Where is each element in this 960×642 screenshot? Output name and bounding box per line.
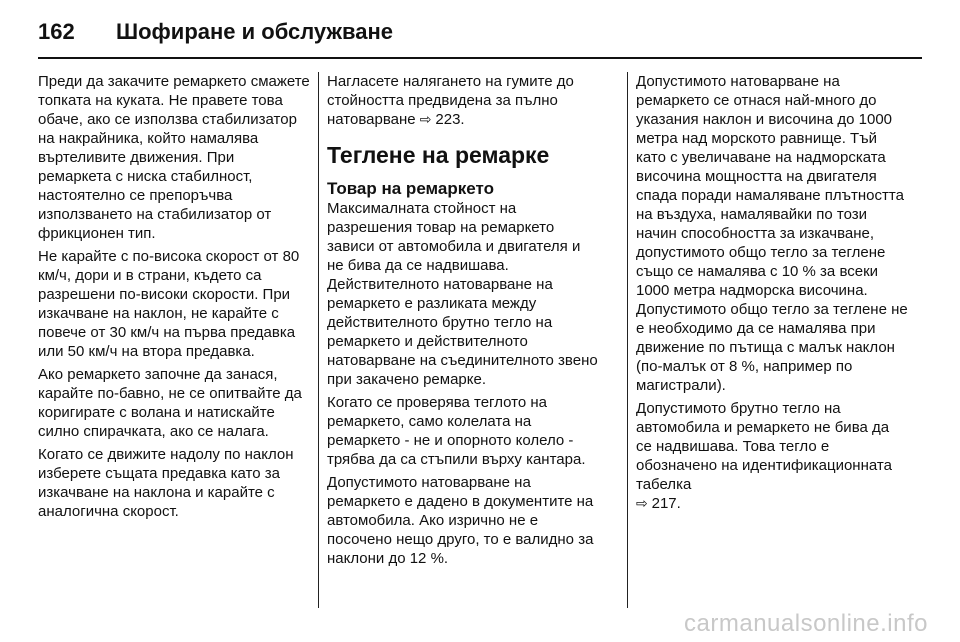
paragraph [327,72,599,129]
column-1 [38,72,310,525]
column-divider [627,72,628,608]
paragraph: Когато се движите надолу по наклон изберете същата предавка като за изкачване на наклона и карайте с аналогична скорост. [38,446,294,520]
page-number: 162 [38,19,75,44]
column-2 [327,72,599,572]
paragraph: Допустимото натоварване на ремаркето е дадено в документите на автомобила. Ако изрично не е посочено нещо друго, то е валидно за наклони до 12 %. [327,474,594,567]
watermark: carmanualsonline.info [684,610,928,637]
paragraph: Преди да закачите ремаркето смажете топката на куката. Не правете това обаче, ако се използва стабилизатор на накрайника, който намалява въртеливите движения. При ремаркета с ниска стабилност, настоятелно се препоръчва използването на стабилизатор от фрикционен тип. [38,73,310,242]
page-reference-link[interactable]: 217. [651,495,681,512]
paragraph [636,399,908,513]
page-ref-arrow-icon: ⇨ [419,111,436,127]
column-divider [318,72,319,608]
page-header [38,14,393,50]
section-heading: Теглене на ремарке [327,142,550,168]
chapter-title: Шофиране и обслужване [116,19,394,44]
paragraph-text: Допустимото брутно тегло на автомобила и ремаркето не бива да се надвишава. Това тегло е обозначено на идентификационната табелка [636,400,892,493]
paragraph: Когато се проверява теглото на ремаркето, само колелата на ремаркето - не и опорното колело - трябва да са стъпили върху кантара. [327,394,586,468]
paragraph: Не карайте с по-висока скорост от 80 км/ч, дори и в страни, където са разрешени по-високи скорости. При изкачване на наклон, не карайте с повече от 30 км/ч на първа предавка или 50 км/ч на втора предавка. [38,248,300,360]
page-reference-link[interactable]: 223. [435,111,465,128]
subsection-heading: Товар на ремаркето [327,179,494,198]
paragraph: Максималната стойност на разрешения товар на ремаркето зависи от автомобила и двигателя и не бива да се надвишава. Действителното натоварване на ремаркето е разликата между действителното брутно тегло на ремаркето и действителното натоварване на съединителното звено при закачено ремарке. [327,200,598,388]
column-3 [636,72,908,517]
header-divider [38,57,922,59]
paragraph: Ако ремаркето започне да занася, карайте по-бавно, не се опитвайте да коригирате с волана и натискайте силно спирачката, ако се налага. [38,366,302,440]
paragraph-text: Нагласете налягането на гумите до стойността предвидена за пълно натоварване [327,73,574,128]
page-ref-arrow-icon: ⇨ [636,495,652,511]
paragraph: Допустимото натоварване на ремаркето се отнася най-много до указания наклон и височина до 1000 метра над морското равнище. Тъй като с увеличаване на надморската височина мощността на двигателя спада поради намаляване плътността на въздуха, намалявайки по този начин способността за изкачване, допустимото общо тегло за теглене също се намалява с 10 % за всеки 1000 метра надморска височина. Допустимото общо тегло за теглене не е необходимо да се намалява при движение по пътища с малък наклон (по-малък от 8 %, например по магистрали). [636,73,908,394]
